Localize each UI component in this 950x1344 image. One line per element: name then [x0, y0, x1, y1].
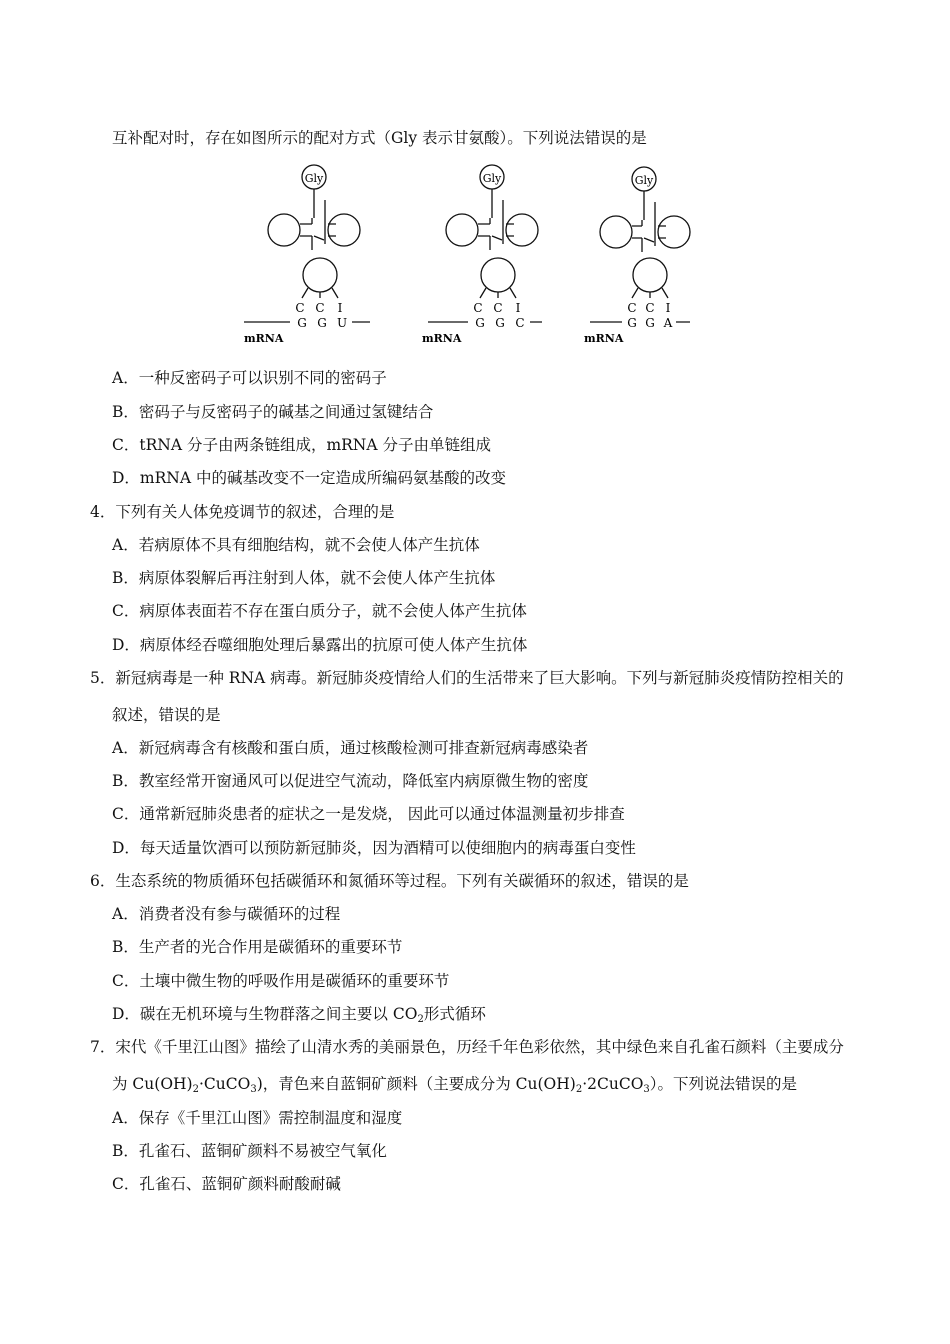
codon-base: G: [297, 316, 307, 330]
option-c: C．tRNA 分子由两条链组成，mRNA 分子由单链组成: [112, 436, 491, 454]
option-b: B．教室经常开窗通风可以促进空气流动，降低室内病原微生物的密度: [112, 772, 589, 790]
codon-base: U: [336, 316, 348, 330]
anticodon-base: C: [645, 301, 655, 315]
trna-2: [422, 165, 542, 345]
option-a: A．新冠病毒含有核酸和蛋白质，通过核酸检测可排查新冠病毒感染者: [112, 739, 589, 757]
codon-base: A: [663, 316, 673, 330]
codon-base: C: [515, 316, 525, 330]
option-c: C．土壤中微生物的呼吸作用是碳循环的重要环节: [112, 972, 450, 990]
anticodon-base: C: [295, 301, 305, 315]
option-c: C．孔雀石、蓝铜矿颜料耐酸耐碱: [112, 1175, 341, 1193]
option-d: D．每天适量饮酒可以预防新冠肺炎，因为酒精可以使细胞内的病毒蛋白变性: [112, 839, 636, 857]
question7-stem-cont: 为 $Cu(OH)_2\cdot CuCO_3$)，青色来自蓝铜矿颜料（主要成分为 $Cu(OH)_2\cdot 2CuCO_3$）。下列说法错误的是: [112, 1075, 798, 1095]
question5-stem-cont: 叙述，错误的是: [112, 706, 221, 724]
codon-base: G: [495, 316, 505, 330]
trna-1: [244, 165, 370, 345]
option-c: C．通常新冠肺炎患者的症状之一是发烧， 因此可以通过体温测量初步排查: [112, 805, 625, 823]
question4-stem: 4．下列有关人体免疫调节的叙述，合理的是: [90, 503, 395, 521]
anticodon-base: I: [337, 301, 343, 315]
option-b: B．生产者的光合作用是碳循环的重要环节: [112, 938, 403, 956]
option-d: D．病原体经吞噬细胞处理后暴露出的抗原可使人体产生抗体: [112, 636, 528, 654]
anticodon-base: I: [515, 301, 521, 315]
question3-stem: 互补配对时，存在如图所示的配对方式（Gly 表示甘氨酸）。下列说法错误的是: [112, 129, 647, 147]
amino-acid-label: Gly: [304, 172, 324, 185]
option-b: B．密码子与反密码子的碱基之间通过氢键结合: [112, 403, 434, 421]
anticodon-base: I: [665, 301, 671, 315]
mrna-label: mRNA: [584, 332, 624, 345]
option-d: D．碳在无机环境与生物群落之间主要以 $CO_2$形式循环: [112, 1005, 486, 1025]
codon-base: G: [645, 316, 655, 330]
mrna-label: mRNA: [244, 332, 284, 345]
codon-base: G: [317, 316, 327, 330]
amino-acid-label: Gly: [482, 172, 502, 185]
trna-pairing-figure: [240, 160, 710, 352]
option-a: A．消费者没有参与碳循环的过程: [112, 905, 341, 923]
option-b: B．病原体裂解后再注射到人体，就不会使人体产生抗体: [112, 569, 496, 587]
option-c: C．病原体表面若不存在蛋白质分子，就不会使人体产生抗体: [112, 602, 527, 620]
trna-3: [584, 167, 690, 345]
amino-acid-label: Gly: [634, 174, 654, 187]
codon-base: G: [475, 316, 485, 330]
option-a: A．保存《千里江山图》需控制温度和湿度: [112, 1109, 403, 1127]
anticodon-base: C: [473, 301, 483, 315]
option-b: B．孔雀石、蓝铜矿颜料不易被空气氧化: [112, 1142, 387, 1160]
question7-stem: 7．宋代《千里江山图》描绘了山清水秀的美丽景色，历经千年色彩依然，其中绿色来自孔雀石颜料（主要成分: [90, 1038, 844, 1056]
option-a: A．一种反密码子可以识别不同的密码子: [112, 369, 387, 387]
option-d: D．mRNA 中的碱基改变不一定造成所编码氨基酸的改变: [112, 469, 506, 487]
question5-stem: 5．新冠病毒是一种 RNA 病毒。新冠肺炎疫情给人们的生活带来了巨大影响。下列与新冠肺炎疫情防控相关的: [90, 669, 844, 687]
anticodon-base: C: [315, 301, 325, 315]
question6-stem: 6．生态系统的物质循环包括碳循环和氮循环等过程。下列有关碳循环的叙述，错误的是: [90, 872, 689, 890]
codon-base: G: [627, 316, 637, 330]
mrna-label: mRNA: [422, 332, 462, 345]
anticodon-base: C: [493, 301, 503, 315]
option-a: A．若病原体不具有细胞结构，就不会使人体产生抗体: [112, 536, 480, 554]
anticodon-base: C: [627, 301, 637, 315]
